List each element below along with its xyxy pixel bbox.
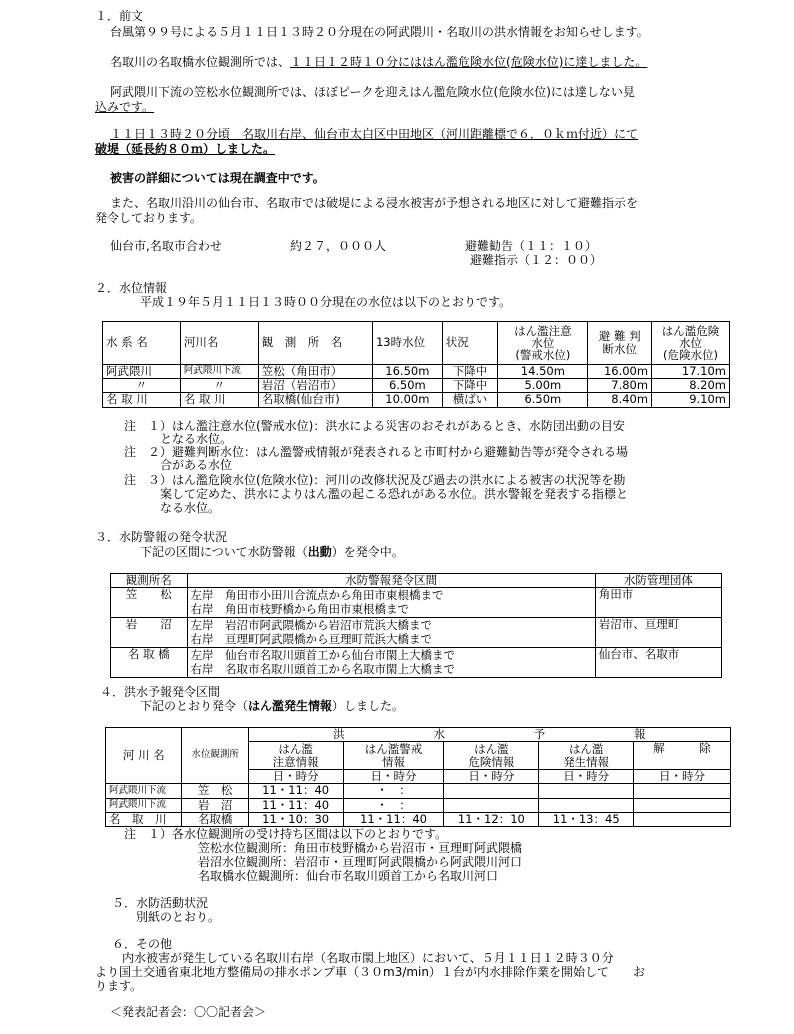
th-org: 水防管理団体 xyxy=(595,574,721,588)
th-col xyxy=(444,742,539,770)
cell-section xyxy=(187,618,595,648)
cell-river: 〃 xyxy=(180,379,258,393)
natori-alert-prefix: 名取川の名取橋水位観測所では、 xyxy=(110,55,291,69)
cell-time xyxy=(634,784,731,798)
th-col-l1: はん濫警戒 xyxy=(364,742,423,757)
th-col xyxy=(248,742,343,770)
th-caution-2: 水位 xyxy=(531,335,555,350)
th-river: 河川名 xyxy=(180,322,258,365)
cell-caution: 14.50m xyxy=(498,365,588,379)
table-row xyxy=(106,812,731,826)
cell-time: ・ ： xyxy=(343,798,444,812)
cell-level: 16.50m xyxy=(372,365,442,379)
cell-station: 名取橋 xyxy=(182,812,248,826)
preamble-line: 台風第９９号による５月１１日１３時２０分現在の阿武隈川・名取川の洪水情報をお知らせします。 xyxy=(110,25,649,39)
th-danger-level xyxy=(652,322,730,365)
cell-org: 角田市 xyxy=(595,588,721,618)
cell-level: 10.00m xyxy=(372,393,442,407)
note-line: 注 ２）避難判断水位：はん濫警戒情報が発表されると市町村から避難勧告等が発令される場 xyxy=(124,445,629,459)
cell-time xyxy=(444,798,539,812)
forecast-intro-post: ）しました。 xyxy=(332,699,405,713)
cell-station: 笠 松 xyxy=(182,784,248,798)
cell-evac: 7.80m xyxy=(588,379,652,393)
cell-org: 岩沼市、亘理町 xyxy=(595,618,721,648)
forecast-intro xyxy=(140,700,404,714)
cell-danger: 9.10m xyxy=(652,393,730,407)
section-line: 左岸 仙台市名取川頭首工から仙台市閖上大橋まで xyxy=(190,647,456,662)
th-station: 観測所名 xyxy=(111,574,188,588)
th-evac-level xyxy=(588,322,652,365)
other-line: ります。 xyxy=(95,979,143,993)
th-forecast xyxy=(248,728,730,742)
cell-time xyxy=(539,784,634,798)
evacuation-order: 避難指示（１２：００） xyxy=(470,253,603,267)
th-col-l1: はん濫 xyxy=(568,742,604,757)
cell-time: 11・11：40 xyxy=(248,798,343,812)
cell-station: 笠松（角田市） xyxy=(258,365,372,379)
section-line: 右岸 名取市名取川頭首工から名取市閖上大橋まで xyxy=(190,661,456,676)
th-col xyxy=(539,742,634,770)
cell-time: 11・10：30 xyxy=(248,812,343,826)
th-section: 水防警報発令区間 xyxy=(187,574,595,588)
other-line: 内水被害が発生している名取川右岸（名取市閖上地区）において、５月１１日１２時３０分 xyxy=(122,951,614,965)
th-evac-2: 断水位 xyxy=(602,342,637,356)
note-line: 注 ３）はん濫危険水位(危険水位)：河川の改修状況及び過去の洪水による被害の状況等を勘 xyxy=(124,473,626,487)
cell-time: ・ ： xyxy=(343,784,444,798)
evacuation-text-line2: 発令しております。 xyxy=(95,211,203,225)
th-sub: 日・時分 xyxy=(248,770,343,784)
cell-time xyxy=(444,784,539,798)
note-line: 注 １）各水位観測所の受け持ち区間は以下のとおりです。 xyxy=(124,827,448,841)
cell-river: 名 取 川 xyxy=(106,812,182,826)
table-row xyxy=(111,648,722,678)
flood-fight-activity: 別紙のとおり。 xyxy=(136,910,221,924)
cell-time: 11・13：45 xyxy=(539,812,634,826)
cell-station: 名取橋(仙台市) xyxy=(258,393,372,407)
flood-fight-intro-pre: 下記の区間について水防警報（ xyxy=(140,545,308,559)
cell-time xyxy=(539,798,634,812)
th-station: 観 測 所 名 xyxy=(258,322,372,365)
th-col-l2: 情報 xyxy=(382,754,405,769)
table-row xyxy=(111,618,722,648)
cell-caution: 5.00m xyxy=(498,379,588,393)
th-col-l2: 危険情報 xyxy=(468,754,515,769)
th-river: 河 川 名 xyxy=(106,728,182,784)
table-row xyxy=(111,588,722,618)
th-danger-1: はん濫危険 xyxy=(661,323,720,338)
th-sub: 日・時分 xyxy=(539,770,634,784)
cell-level: 6.50m xyxy=(372,379,442,393)
cell-danger: 8.20m xyxy=(652,379,730,393)
th-forecast-char: 洪 xyxy=(333,727,345,741)
th-col xyxy=(343,742,444,770)
th-evac-1: 避 難 判 xyxy=(598,329,641,344)
th-sub: 日・時分 xyxy=(634,770,731,784)
evacuation-area: 仙台市,名取市合わせ xyxy=(110,239,222,253)
cell-river: 阿武隈川下流 xyxy=(106,784,182,798)
th-col: 解 除 xyxy=(634,742,731,770)
cell-system: 〃 xyxy=(103,379,181,393)
other-line: より国土交通省東北地方整備局の排水ポンプ車（３０m3/min）１台が内水排除作業を開始して お xyxy=(95,965,645,979)
cell-system: 阿武隈川 xyxy=(103,365,181,379)
th-danger-2: 水位 xyxy=(679,335,703,350)
section-2-heading: ２．水位情報 xyxy=(95,281,168,295)
cell-station: 笠 松 xyxy=(111,588,188,618)
table-row xyxy=(106,784,731,798)
cell-time xyxy=(634,812,731,826)
cell-system: 名 取 川 xyxy=(103,393,181,407)
th-system: 水 系 名 xyxy=(103,322,181,365)
note-line: なる水位。 xyxy=(124,501,221,515)
note-line: 笠松水位観測所：角田市枝野橋から岩沼市・亘理町阿武隈橋 xyxy=(198,841,523,855)
section-4-heading: ４．洪水予報発令区間 xyxy=(100,685,221,699)
th-sub: 日・時分 xyxy=(444,770,539,784)
forecast-intro-bold: はん濫発生情報 xyxy=(248,699,333,713)
levee-break-line2: 破堤（延長約８０ｍ）しました。 xyxy=(95,142,276,156)
cell-danger: 17.10m xyxy=(652,365,730,379)
cell-caution: 6.50m xyxy=(498,393,588,407)
cell-time: 11・11：40 xyxy=(343,812,444,826)
note-line: となる水位。 xyxy=(124,432,233,446)
cell-status: 横ばい xyxy=(442,393,498,407)
cell-status: 下降中 xyxy=(442,365,498,379)
cell-river: 阿武隈川下流 xyxy=(180,365,258,379)
th-caution-level xyxy=(498,322,588,365)
evacuation-text-line1: また、名取川沿川の仙台市、名取市では破堤による浸水被害が予想される地区に対して避難指示を xyxy=(110,196,639,210)
abukuma-status-line1: 阿武隈川下流の笠松水位観測所では、ほぼピークを迎えはん濫危険水位(危険水位)には達しない見 xyxy=(110,85,635,99)
th-col-l1: はん濫 xyxy=(278,742,313,757)
note-line: 岩沼水位観測所：岩沼市・亘理町阿武隈橋から阿武隈川河口 xyxy=(198,855,523,869)
water-level-intro: 平成１９年５月１１日１３時００分現在の水位は以下のとおりです。 xyxy=(140,295,512,309)
cell-river: 阿武隈川下流 xyxy=(106,798,182,812)
note-line: 注 １）はん濫注意水位(警戒水位)：洪水による災害のおそれがあるとき、水防団出動の目安 xyxy=(124,419,625,433)
natori-alert-text: １１日１２時１０分にははん濫危険水位(危険水位)に達しました。 xyxy=(290,55,648,69)
cell-status: 下降中 xyxy=(442,379,498,393)
cell-station: 岩沼（岩沼市） xyxy=(258,379,372,393)
th-level-13h: 13時水位 xyxy=(372,322,442,365)
section-5-heading: ５．水防活動状況 xyxy=(112,896,209,910)
th-forecast-char: 報 xyxy=(634,727,646,741)
th-col-l2: 注意情報 xyxy=(272,754,319,769)
th-danger-3: (危険水位) xyxy=(663,348,719,363)
cell-time: 11・11：40 xyxy=(248,784,343,798)
cell-station: 岩 沼 xyxy=(111,618,188,648)
press-club-footer: ＜発表記者会：〇〇記者会＞ xyxy=(110,1005,267,1019)
flood-fight-intro-post: ）を発令中。 xyxy=(331,545,404,559)
flood-fight-intro-bold: 出動 xyxy=(307,545,332,559)
th-col-l1: はん濫 xyxy=(474,742,509,757)
table-row xyxy=(103,379,730,393)
cell-river: 名 取 川 xyxy=(180,393,258,407)
cell-evac: 8.40m xyxy=(588,393,652,407)
cell-station: 名 取 橋 xyxy=(111,648,188,678)
note-line: 案して定めた、洪水によりはん濫の起こる恐れがある水位。洪水警報を発表する指標と xyxy=(124,487,629,501)
section-line: 左岸 岩沼市阿武隈橋から岩沼市荒浜大橋まで xyxy=(190,617,433,632)
note-line: 名取橋水位観測所：仙台市名取川頭首工から名取川河口 xyxy=(198,869,499,883)
flood-fight-table xyxy=(110,573,722,678)
table-row xyxy=(103,393,730,407)
cell-section xyxy=(187,588,595,618)
cell-evac: 16.00m xyxy=(588,365,652,379)
flood-forecast-table xyxy=(105,727,731,827)
flood-fight-intro xyxy=(140,546,404,560)
table-row xyxy=(103,365,730,379)
section-line: 左岸 角田市小田川合流点から角田市東根橋まで xyxy=(190,587,444,602)
th-col-l2: 発生情報 xyxy=(563,754,610,769)
cell-org: 仙台市、名取市 xyxy=(595,648,721,678)
th-forecast-char: 予 xyxy=(533,727,546,741)
damage-survey-notice: 被害の詳細については現在調査中です。 xyxy=(110,171,325,185)
section-1-heading: １．前文 xyxy=(95,9,144,23)
cell-time xyxy=(634,798,731,812)
section-6-heading: ６．その他 xyxy=(112,937,173,951)
abukuma-status-line2: 込みです。 xyxy=(95,100,155,114)
th-caution-1: はん濫注意 xyxy=(514,323,572,338)
th-sub: 日・時分 xyxy=(343,770,444,784)
water-level-table xyxy=(102,321,730,408)
levee-break-line1: １１日１３時２０分頃 名取川右岸、仙台市太白区中田地区（河川距離標で６．０ｋｍ付近）にて xyxy=(110,127,639,141)
natori-alert-line xyxy=(110,56,647,70)
cell-section xyxy=(187,648,595,678)
cell-time: 11・12：10 xyxy=(444,812,539,826)
note-line: 合がある水位 xyxy=(124,458,233,472)
section-3-heading: ３．水防警報の発令状況 xyxy=(95,530,228,544)
table-row xyxy=(106,798,731,812)
section-line: 右岸 亘理町阿武隈橋から亘理町荒浜大橋まで xyxy=(190,631,433,646)
cell-station: 岩 沼 xyxy=(182,798,248,812)
th-caution-3: (警戒水位) xyxy=(515,348,571,363)
evacuation-count: 約２７，０００人 xyxy=(290,239,387,253)
evacuation-advice: 避難勧告（１１：１０） xyxy=(465,239,598,253)
th-station: 水位観測所 xyxy=(182,728,248,784)
th-forecast-char: 水 xyxy=(433,727,445,741)
forecast-intro-pre: 下記のとおり発令（ xyxy=(140,699,249,713)
section-line: 右岸 角田市枝野橋から角田市東根橋まで xyxy=(190,601,410,616)
th-status: 状況 xyxy=(442,322,498,365)
